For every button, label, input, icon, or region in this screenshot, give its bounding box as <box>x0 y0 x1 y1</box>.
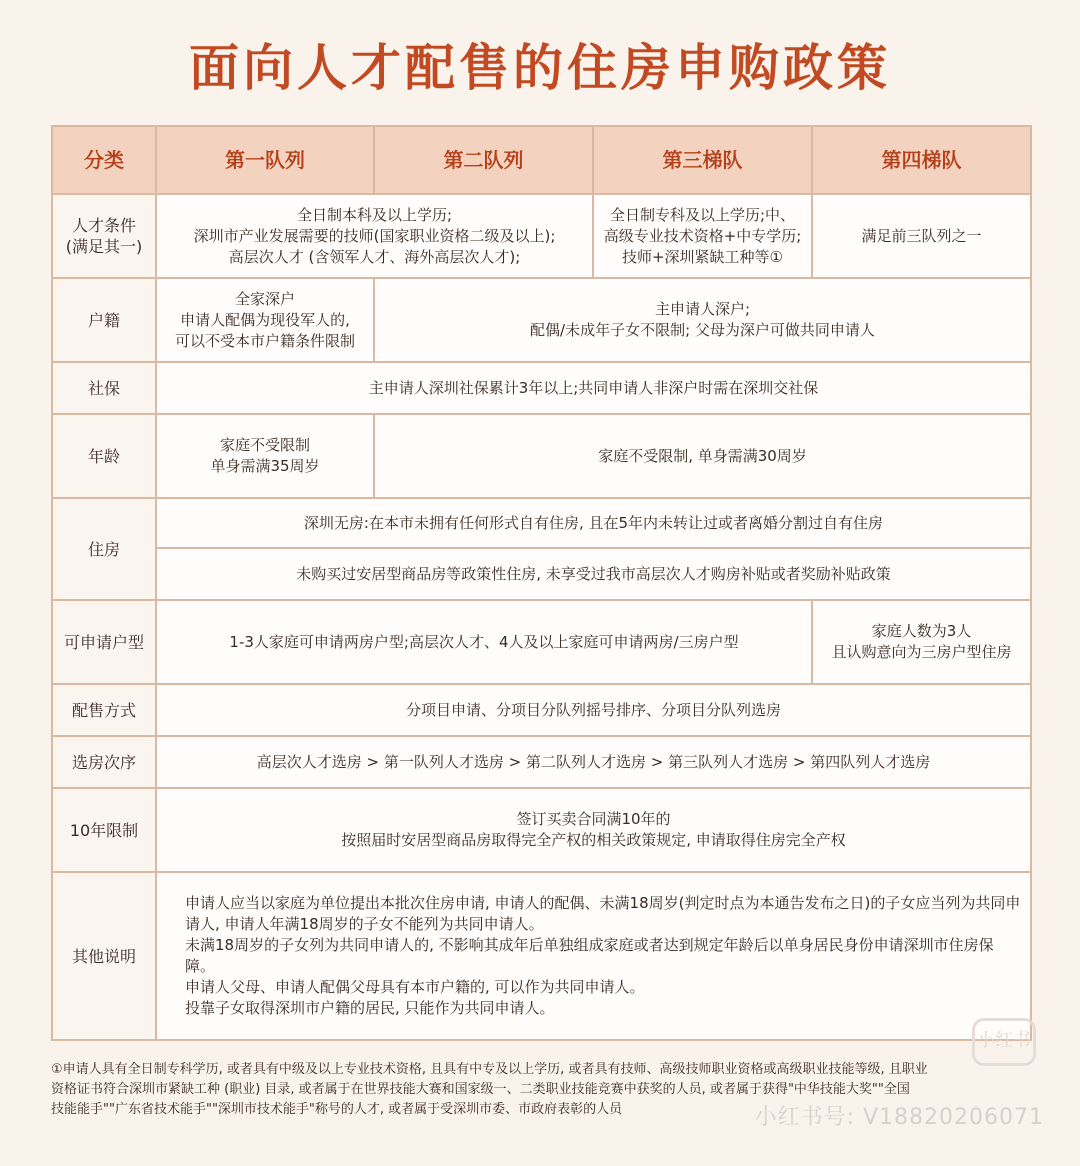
row-order <box>52 736 1031 788</box>
unit-type-queue-4: 家庭人数为3人 且认购意向为三房户型住房 <box>812 600 1031 684</box>
row-limit <box>52 788 1031 872</box>
housing-line-2: 未购买过安居型商品房等政策性住房, 未享受过我市高层次人才购房补贴或者奖励补贴政策 <box>156 548 1031 600</box>
page-title: 面向人才配售的住房申购政策 <box>189 39 891 97</box>
header-category: 分类 <box>52 126 156 194</box>
row-unit-type <box>52 600 1031 684</box>
row-method <box>52 684 1031 736</box>
talent-queue-4: 满足前三队列之一 <box>812 194 1031 278</box>
row-housing-1 <box>52 498 1031 548</box>
row-housing-2 <box>52 548 1031 600</box>
row-label-order: 选房次序 <box>52 736 156 788</box>
order-text: 高层次人才选房 > 第一队列人才选房 > 第二队列人才选房 > 第三队列人才选房 > 第四队列人才选房 <box>156 736 1031 788</box>
table-header-row <box>52 126 1031 194</box>
social-text: 主申请人深圳社保累计3年以上;共同申请人非深户时需在深圳交社保 <box>156 362 1031 414</box>
row-label-limit: 10年限制 <box>52 788 156 872</box>
hukou-queue-1: 全家深户 申请人配偶为现役军人的, 可以不受本市户籍条件限制 <box>156 278 374 362</box>
age-queue-1: 家庭不受限制 单身需满35周岁 <box>156 414 374 498</box>
row-label-housing: 住房 <box>52 498 156 600</box>
watermark-text: 小红书号: V18820206071 <box>754 1105 1044 1130</box>
unit-type-queue-1-3: 1-3人家庭可申请两房户型;高层次人才、4人及以上家庭可申请两房/三房户型 <box>156 600 812 684</box>
talent-queue-3: 全日制专科及以上学历;中、 高级专业技术资格+中专学历; 技师+深圳紧缺工种等① <box>593 194 812 278</box>
row-label-age: 年龄 <box>52 414 156 498</box>
row-hukou <box>52 278 1031 362</box>
hukou-queue-2-4: 主申请人深户; 配偶/未成年子女不限制; 父母为深户可做共同申请人 <box>374 278 1031 362</box>
row-label-talent: 人才条件 (满足其一) <box>52 194 156 278</box>
policy-table <box>51 125 1032 1041</box>
row-label-method: 配售方式 <box>52 684 156 736</box>
row-label-unit-type: 可申请户型 <box>52 600 156 684</box>
header-queue-4: 第四梯队 <box>812 126 1031 194</box>
row-label-hukou: 户籍 <box>52 278 156 362</box>
row-label-other: 其他说明 <box>52 872 156 1040</box>
other-text: 申请人应当以家庭为单位提出本批次住房申请, 申请人的配偶、未满18周岁(判定时点为本通告发布之日)的子女应当列为共同申请人, 申请人年满18周岁的子女不能列为共同申请人。 未满18周岁的子女列为共同申请人的, 不影响其成年后单独组成家庭或者达到规定年龄后以单身居民身份申请深圳市住房保障。 申请人父母、申请人配偶父母具有本市户籍的, 可以作为共同申请人。 投靠子女取得深圳市户籍的居民, 只能作为共同申请人。 <box>156 872 1031 1040</box>
row-social <box>52 362 1031 414</box>
header-queue-1: 第一队列 <box>156 126 374 194</box>
row-other <box>52 872 1031 1040</box>
age-queue-2-4: 家庭不受限制, 单身需满30周岁 <box>374 414 1031 498</box>
talent-queue-1-2: 全日制本科及以上学历; 深圳市产业发展需要的技师(国家职业资格二级及以上); 高层次人才 (含领军人才、海外高层次人才); <box>156 194 593 278</box>
row-talent <box>52 194 1031 278</box>
header-queue-2: 第二队列 <box>374 126 593 194</box>
footnote: ①申请人具有全日制专科学历, 或者具有中级及以上专业技术资格, 且具有中专及以上学历, 或者具有技师、高级技师职业资格或高级职业技能等级, 且职业 资格证书符合深圳市紧缺工种 (职业) 目录, 或者属于在世界技能大赛和国家级一、二类职业技能竞赛中获奖的人员, 或者属于获得"中华技能大奖""全国 技能能手""广东省技术能手""深圳市技术能手"称号的人才, 或者属于受深圳市委、市政府表彰的人员 <box>51 1062 928 1117</box>
housing-line-1: 深圳无房:在本市未拥有任何形式自有住房, 且在5年内未转让过或者离婚分割过自有住房 <box>156 498 1031 548</box>
method-text: 分项目申请、分项目分队列摇号排序、分项目分队列选房 <box>156 684 1031 736</box>
watermark-logo: 小红书 <box>972 1018 1036 1066</box>
row-age <box>52 414 1031 498</box>
row-label-social: 社保 <box>52 362 156 414</box>
header-queue-3: 第三梯队 <box>593 126 812 194</box>
limit-text: 签订买卖合同满10年的 按照届时安居型商品房取得完全产权的相关政策规定, 申请取得住房完全产权 <box>156 788 1031 872</box>
